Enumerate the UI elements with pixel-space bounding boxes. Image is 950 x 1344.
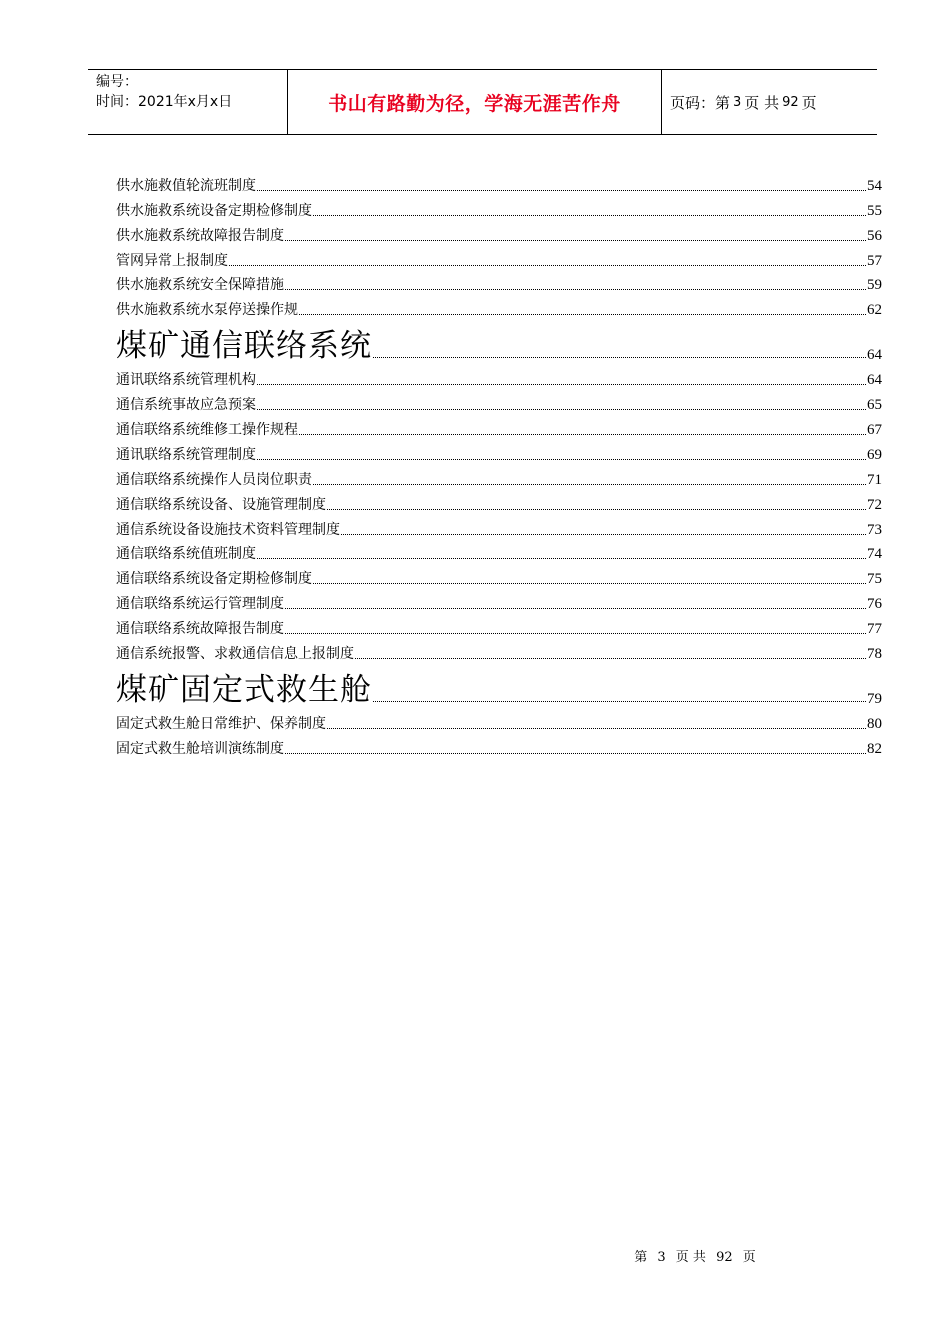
toc-dot-leader <box>313 483 866 485</box>
toc-dot-leader <box>285 288 866 290</box>
toc-dot-leader <box>313 214 866 216</box>
toc-entry-title: 通信联络系统设备、设施管理制度 <box>116 496 326 513</box>
toc-entry[interactable] <box>116 563 882 588</box>
toc-entry[interactable] <box>116 708 882 733</box>
toc-dot-leader <box>327 727 866 729</box>
toc-section-heading[interactable] <box>116 663 882 708</box>
toc-entry-title: 供水施救系统设备定期检修制度 <box>116 202 312 219</box>
toc-entry-page: 76 <box>867 596 882 613</box>
toc-entry-page: 55 <box>867 202 882 219</box>
toc-dot-leader <box>299 313 866 315</box>
header-meta <box>88 70 288 134</box>
header-page-info <box>662 70 877 134</box>
toc-entry-title: 管网异常上报制度 <box>116 252 228 269</box>
toc-entry[interactable] <box>116 364 882 389</box>
toc-entry-page: 56 <box>867 227 882 244</box>
page-current: 3 <box>733 94 742 110</box>
toc-entry-title: 通信联络系统操作人员岗位职责 <box>116 471 312 488</box>
toc-entry[interactable] <box>116 245 882 270</box>
footer-suffix: 页 <box>742 1250 756 1265</box>
toc-entry[interactable] <box>116 539 882 564</box>
toc-entry-title: 煤矿固定式救生舱 <box>116 672 372 709</box>
toc-entry[interactable] <box>116 464 882 489</box>
toc-entry[interactable] <box>116 220 882 245</box>
toc-entry[interactable] <box>116 588 882 613</box>
toc-entry-page: 80 <box>867 715 882 732</box>
toc-entry-page: 72 <box>867 496 882 513</box>
number-label: 编号： <box>96 74 138 90</box>
toc-entry-title: 供水施救值轮流班制度 <box>116 177 256 194</box>
toc-dot-leader <box>313 582 866 584</box>
toc-dot-leader <box>229 264 866 266</box>
footer-mid: 页 共 <box>675 1250 706 1265</box>
toc-dot-leader <box>341 533 866 535</box>
toc-dot-leader <box>257 458 866 460</box>
toc-entry[interactable] <box>116 613 882 638</box>
toc-entry-page: 64 <box>867 347 882 364</box>
toc-entry[interactable] <box>116 514 882 539</box>
toc-entry[interactable] <box>116 414 882 439</box>
toc-entry-title: 通讯联络系统管理机构 <box>116 372 256 389</box>
toc-entry-page: 79 <box>867 691 882 708</box>
toc-entry-title: 通信联络系统值班制度 <box>116 546 256 563</box>
toc-entry-page: 74 <box>867 546 882 563</box>
toc-entry[interactable] <box>116 195 882 220</box>
toc-dot-leader <box>257 557 866 559</box>
toc-entry[interactable] <box>116 170 882 195</box>
toc-entry-title: 固定式救生舱日常维护、保养制度 <box>116 715 326 732</box>
toc-entry-title: 煤矿通信联络系统 <box>116 328 372 365</box>
toc-dot-leader <box>285 752 866 754</box>
toc-entry[interactable] <box>116 489 882 514</box>
toc-entry-page: 78 <box>867 646 882 663</box>
toc-entry[interactable] <box>116 389 882 414</box>
toc-section-heading[interactable] <box>116 319 882 364</box>
toc-dot-leader <box>327 508 866 510</box>
table-of-contents <box>116 170 882 758</box>
header-motto: 书山有路勤为径，学海无涯苦作舟 <box>288 70 662 134</box>
toc-entry-page: 82 <box>867 740 882 757</box>
footer-total: 92 <box>716 1250 733 1265</box>
toc-dot-leader <box>373 356 866 358</box>
toc-entry-page: 54 <box>867 177 882 194</box>
toc-entry-title: 通信系统报警、求救通信信息上报制度 <box>116 646 354 663</box>
toc-entry-page: 73 <box>867 521 882 538</box>
toc-entry-page: 77 <box>867 621 882 638</box>
toc-entry-title: 通信联络系统故障报告制度 <box>116 621 284 638</box>
toc-entry-title: 通信系统设备设施技术资料管理制度 <box>116 521 340 538</box>
toc-entry-title: 供水施救系统水泵停送操作规 <box>116 302 298 319</box>
toc-dot-leader <box>285 632 866 634</box>
toc-entry[interactable] <box>116 294 882 319</box>
toc-entry[interactable] <box>116 638 882 663</box>
toc-dot-leader <box>373 700 866 702</box>
footer-current: 3 <box>657 1250 666 1265</box>
toc-entry-title: 通讯联络系统管理制度 <box>116 446 256 463</box>
toc-dot-leader <box>257 408 866 410</box>
page-header <box>88 69 877 135</box>
toc-dot-leader <box>299 433 866 435</box>
toc-entry-title: 供水施救系统故障报告制度 <box>116 227 284 244</box>
toc-dot-leader <box>257 189 866 191</box>
toc-entry-page: 75 <box>867 571 882 588</box>
toc-dot-leader <box>355 657 866 659</box>
toc-dot-leader <box>285 607 866 609</box>
toc-entry[interactable] <box>116 733 882 758</box>
toc-entry-page: 69 <box>867 446 882 463</box>
page-prefix: 页码：第 <box>670 93 731 112</box>
page-mid: 页 共 <box>744 93 780 112</box>
toc-entry-page: 67 <box>867 422 882 439</box>
page-footer <box>0 1246 950 1265</box>
page-suffix: 页 <box>801 93 817 112</box>
toc-entry-title: 通信联络系统设备定期检修制度 <box>116 571 312 588</box>
toc-entry-page: 71 <box>867 471 882 488</box>
toc-entry-page: 64 <box>867 372 882 389</box>
toc-entry-page: 59 <box>867 277 882 294</box>
toc-entry[interactable] <box>116 270 882 295</box>
toc-entry-title: 通信联络系统运行管理制度 <box>116 596 284 613</box>
time-label: 时间：2021年x月x日 <box>96 94 233 110</box>
toc-entry-page: 62 <box>867 302 882 319</box>
toc-dot-leader <box>257 383 866 385</box>
toc-entry-title: 供水施救系统安全保障措施 <box>116 277 284 294</box>
toc-entry[interactable] <box>116 439 882 464</box>
toc-entry-page: 57 <box>867 252 882 269</box>
toc-entry-title: 通信联络系统维修工操作规程 <box>116 422 298 439</box>
page-total: 92 <box>782 94 799 110</box>
toc-dot-leader <box>285 239 866 241</box>
toc-entry-page: 65 <box>867 397 882 414</box>
toc-entry-title: 固定式救生舱培训演练制度 <box>116 740 284 757</box>
footer-prefix: 第 <box>634 1250 648 1265</box>
toc-entry-title: 通信系统事故应急预案 <box>116 397 256 414</box>
